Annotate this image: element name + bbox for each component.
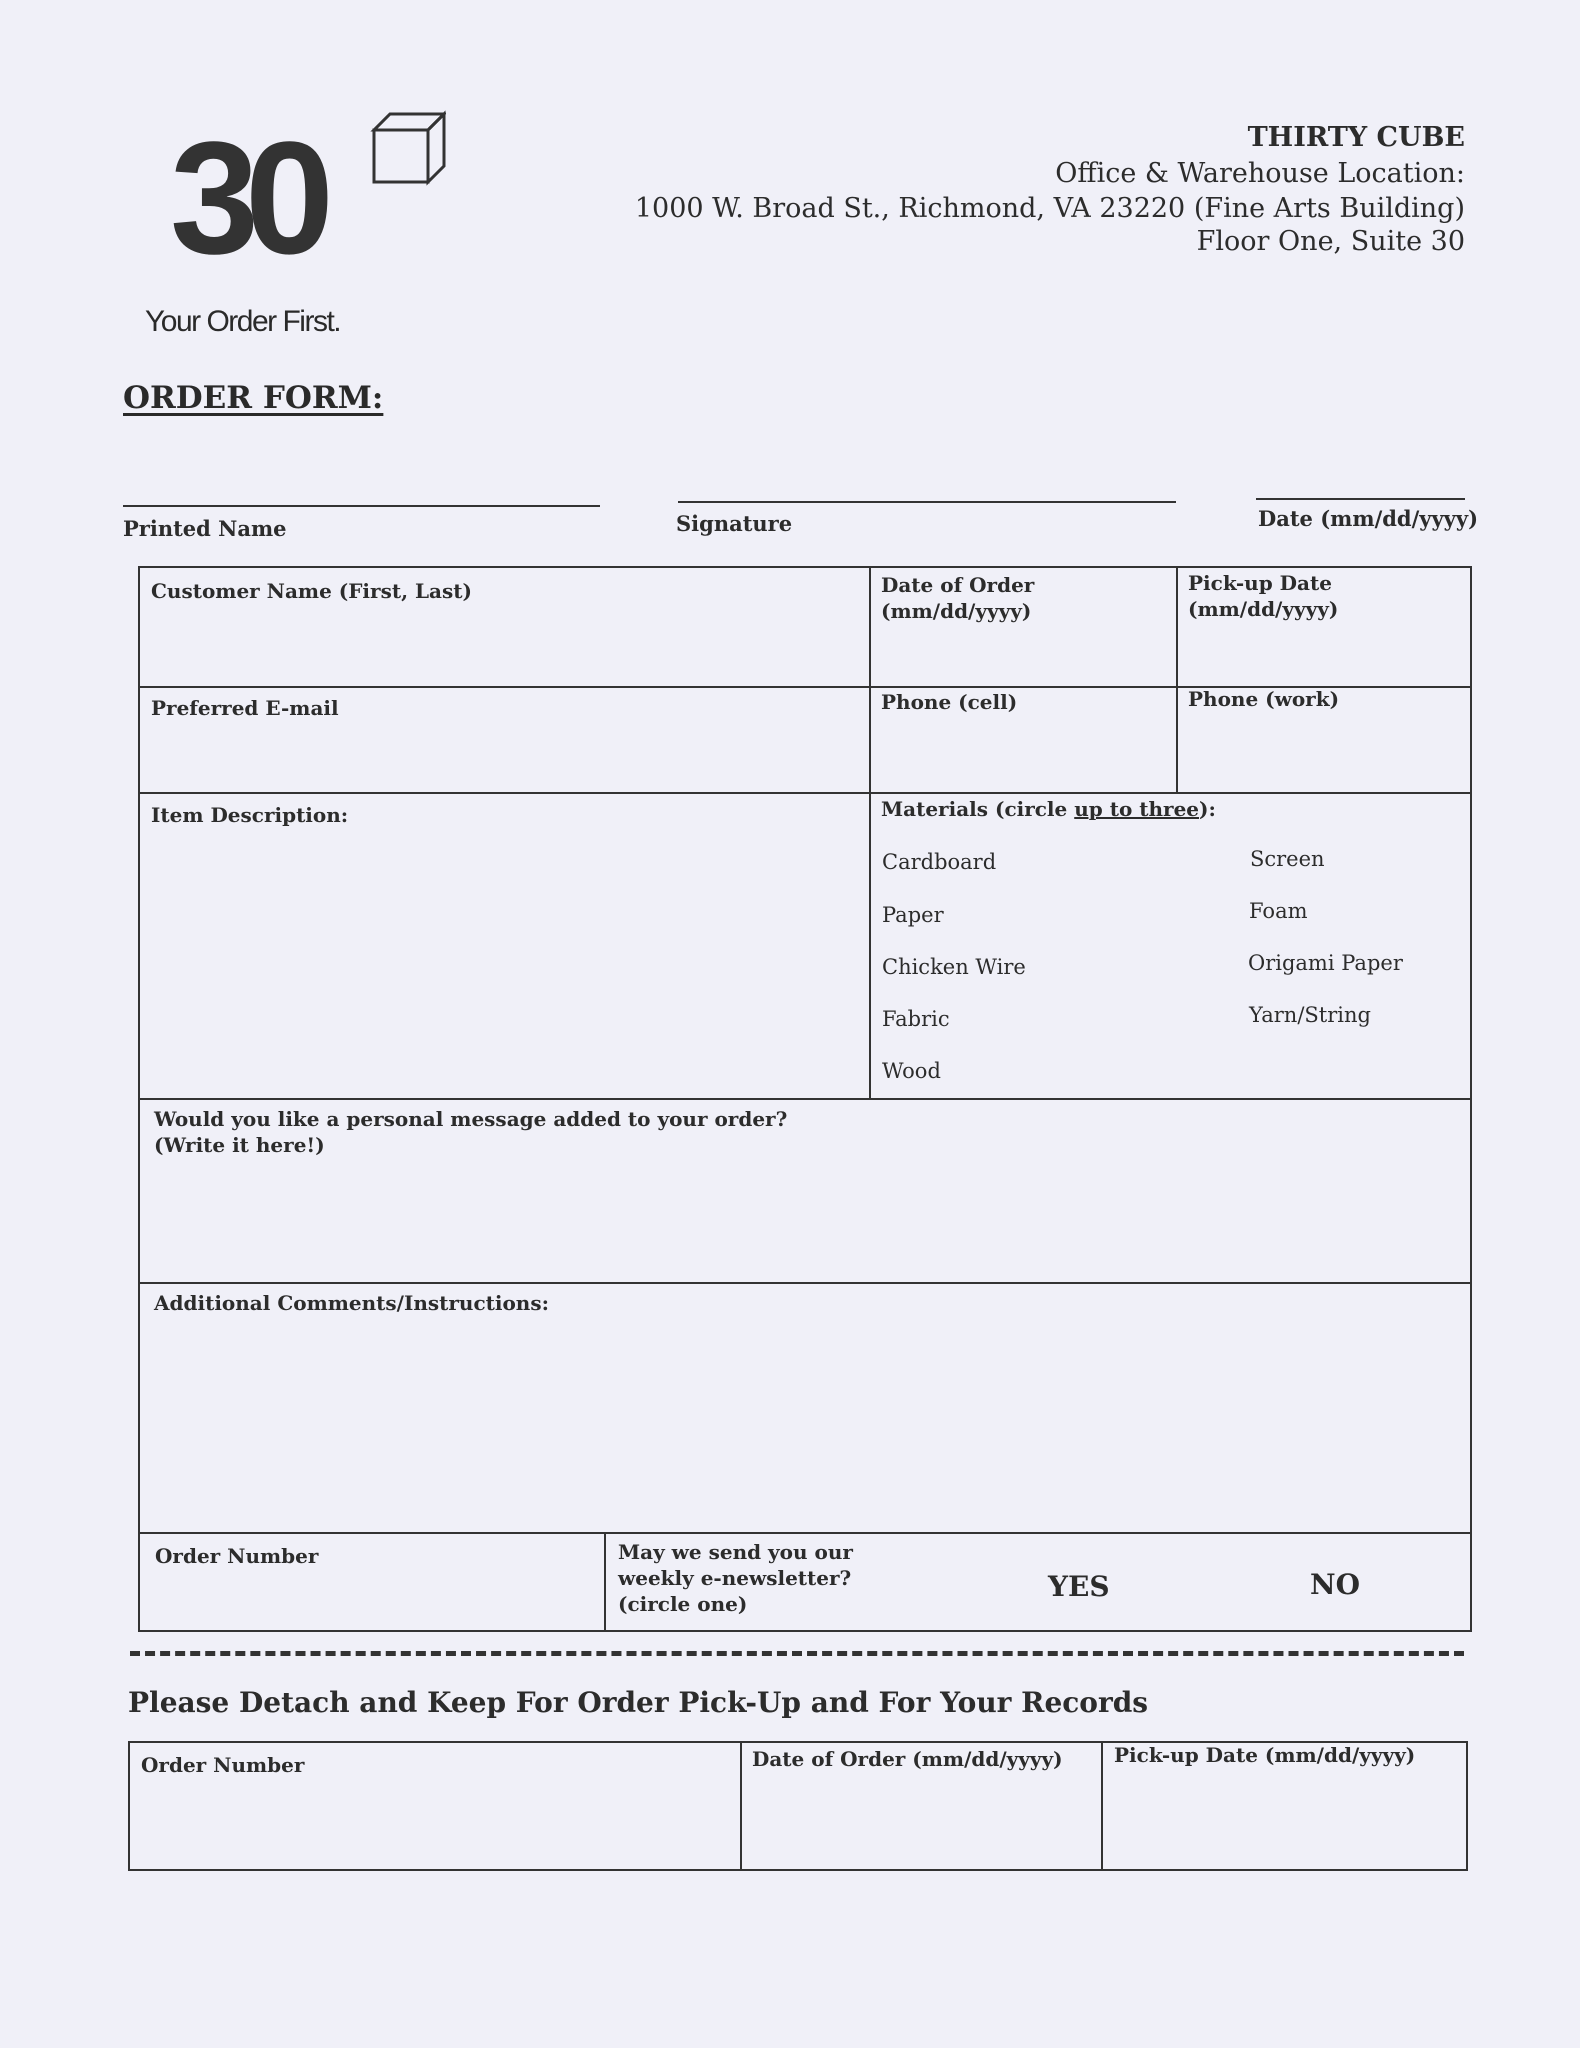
newsletter-yes-option[interactable]: YES — [1048, 1570, 1110, 1603]
material-option[interactable]: Wood — [882, 1059, 941, 1083]
customer-name-field[interactable] — [151, 578, 851, 686]
stub-date-of-order-field[interactable] — [752, 1746, 1102, 1856]
item-description-field[interactable] — [151, 802, 851, 1092]
logo-number: 30 — [170, 108, 320, 287]
materials-label: Materials (circle up to three): — [881, 797, 1216, 821]
page-title: ORDER FORM: — [123, 380, 384, 416]
stub-pickup-date-label: Pick-up Date (mm/dd/yyyy) — [1114, 1743, 1416, 1767]
newsletter-no-option[interactable]: NO — [1310, 1568, 1360, 1601]
location-label: Office & Warehouse Location: — [1055, 158, 1465, 189]
personal-message-field[interactable] — [154, 1106, 1454, 1276]
comments-label: Additional Comments/Instructions: — [154, 1291, 549, 1315]
order-number-label: Order Number — [155, 1544, 319, 1568]
comments-field[interactable] — [154, 1290, 1454, 1520]
material-option[interactable]: Cardboard — [882, 850, 997, 874]
email-label: Preferred E-mail — [151, 696, 339, 720]
order-number-field[interactable] — [155, 1543, 585, 1623]
cube-logo-icon — [370, 110, 446, 186]
signature-line[interactable] — [678, 501, 1176, 503]
materials-limit: up to three — [1074, 797, 1200, 821]
printed-name-label: Printed Name — [123, 516, 287, 541]
printed-name-line[interactable] — [123, 505, 600, 507]
customer-name-label: Customer Name (First, Last) — [151, 579, 472, 603]
newsletter-question: May we send you our weekly e-newsletter? (circle one) — [618, 1540, 853, 1616]
material-option[interactable]: Screen — [1250, 847, 1325, 871]
pickup-date-field[interactable] — [1188, 570, 1458, 680]
signature-label: Signature — [676, 511, 793, 536]
pickup-date-label: Pick-up Date — [1188, 571, 1332, 595]
date-of-order-format: (mm/dd/yyyy) — [881, 599, 1032, 623]
suite-line: Floor One, Suite 30 — [1196, 226, 1465, 257]
item-description-label: Item Description: — [151, 803, 349, 827]
phone-work-field[interactable] — [1188, 686, 1458, 782]
material-option[interactable]: Foam — [1249, 899, 1308, 923]
phone-cell-field[interactable] — [881, 689, 1171, 785]
logo-tagline: Your Order First. — [145, 305, 341, 338]
date-of-order-field[interactable] — [881, 572, 1171, 682]
date-of-order-label: Date of Order — [881, 573, 1035, 597]
material-option[interactable]: Origami Paper — [1248, 951, 1403, 975]
date-label: Date (mm/dd/yyyy) — [1258, 506, 1479, 531]
material-option[interactable]: Yarn/String — [1249, 1003, 1371, 1027]
phone-cell-label: Phone (cell) — [881, 690, 1018, 714]
material-option[interactable]: Fabric — [882, 1007, 950, 1031]
material-option[interactable]: Chicken Wire — [882, 955, 1026, 979]
company-name: THIRTY CUBE — [1247, 122, 1465, 153]
stub-order-number-field[interactable] — [141, 1752, 731, 1862]
address-line: 1000 W. Broad St., Richmond, VA 23220 (Fine Arts Building) — [634, 193, 1465, 224]
material-option[interactable]: Paper — [882, 903, 944, 927]
detach-line — [130, 1651, 1464, 1656]
personal-message-hint: (Write it here!) — [154, 1133, 325, 1157]
phone-work-label: Phone (work) — [1188, 687, 1340, 711]
stub-order-number-label: Order Number — [141, 1753, 305, 1777]
personal-message-label: Would you like a personal message added to your order? — [154, 1107, 788, 1131]
pickup-date-format: (mm/dd/yyyy) — [1188, 597, 1339, 621]
date-line[interactable] — [1256, 498, 1465, 500]
email-field[interactable] — [151, 695, 851, 787]
stub-pickup-date-field[interactable] — [1114, 1742, 1459, 1852]
detach-heading: Please Detach and Keep For Order Pick-Up and For Your Records — [128, 1686, 1149, 1719]
stub-date-of-order-label: Date of Order (mm/dd/yyyy) — [752, 1747, 1063, 1771]
